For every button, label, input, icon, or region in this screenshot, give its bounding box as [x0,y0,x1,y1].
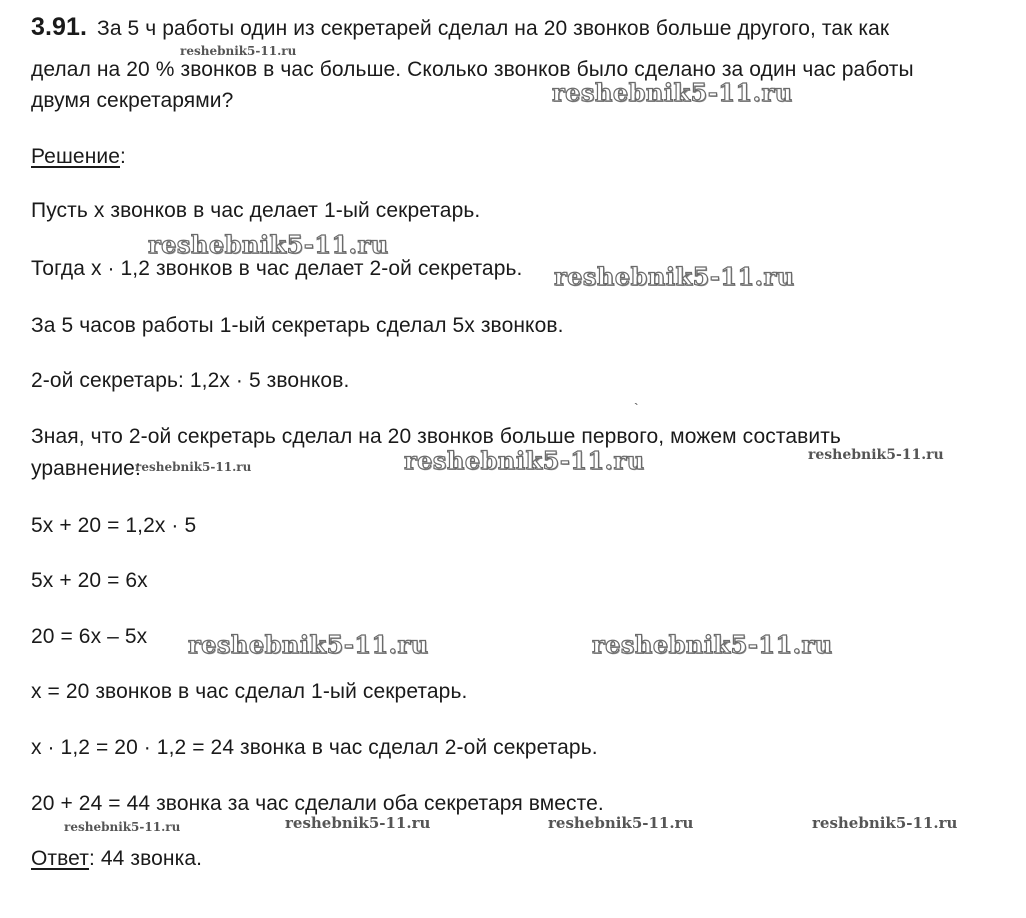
scan-speck: ` [634,400,639,416]
answer-text: : 44 звонка. [88,847,203,870]
equation-line: 5х + 20 = 1,2х · 5 [31,514,197,537]
solution-heading-label: Решение [31,145,120,168]
equation-line: 5х + 20 = 6х [31,569,148,592]
watermark: reshebnik5-11.ru [180,44,297,58]
watermark: reshebnik5-11.ru [135,460,252,474]
watermark: reshebnik5-11.ru [64,820,181,834]
watermark: reshebnik5-11.ru [812,814,958,832]
answer-line [31,846,202,872]
watermark: reshebnik5-11.ru [404,446,645,475]
watermark: reshebnik5-11.ru [554,262,795,291]
problem-line-1 [31,14,889,42]
equation-line: 20 = 6х – 5х [31,625,148,648]
watermark: reshebnik5-11.ru [592,630,833,659]
solution-heading [31,144,126,170]
problem-line-2: делал на 20 % звонков в час больше. Сколько звонков было сделано за один час работы [31,58,914,81]
solution-line: Пусть х звонков в час делает 1-ый секретарь. [31,199,481,222]
watermark: reshebnik5-11.ru [808,447,944,463]
watermark: reshebnik5-11.ru [548,814,694,832]
solution-line: 20 + 24 = 44 звонка за час сделали оба секретаря вместе. [31,792,604,815]
solution-line: х = 20 звонков в час сделал 1-ый секретарь. [31,680,468,703]
solution-line: уравнение: [31,457,141,480]
solution-line: Зная, что 2-ой секретарь сделал на 20 звонков больше первого, можем составить [31,425,841,448]
watermark: reshebnik5-11.ru [285,814,431,832]
problem-text-1: За 5 ч работы один из секретарей сделал на 20 звонков больше другого, так как [97,17,890,40]
problem-number: 3.91. [31,13,88,41]
solution-line: Тогда х · 1,2 звонков в час делает 2-ой секретарь. [31,257,523,280]
watermark: reshebnik5-11.ru [188,630,429,659]
answer-label: Ответ [31,847,89,870]
problem-line-3: двумя секретарями? [31,89,234,112]
solution-heading-colon: : [120,145,126,168]
solution-line: х · 1,2 = 20 · 1,2 = 24 звонка в час сделал 2-ой секретарь. [31,736,598,759]
solution-line: 2-ой секретарь: 1,2х · 5 звонков. [31,369,350,392]
solution-line: За 5 часов работы 1-ый секретарь сделал 5х звонков. [31,314,564,337]
watermark: reshebnik5-11.ru [552,78,793,107]
watermark: reshebnik5-11.ru [148,230,389,259]
